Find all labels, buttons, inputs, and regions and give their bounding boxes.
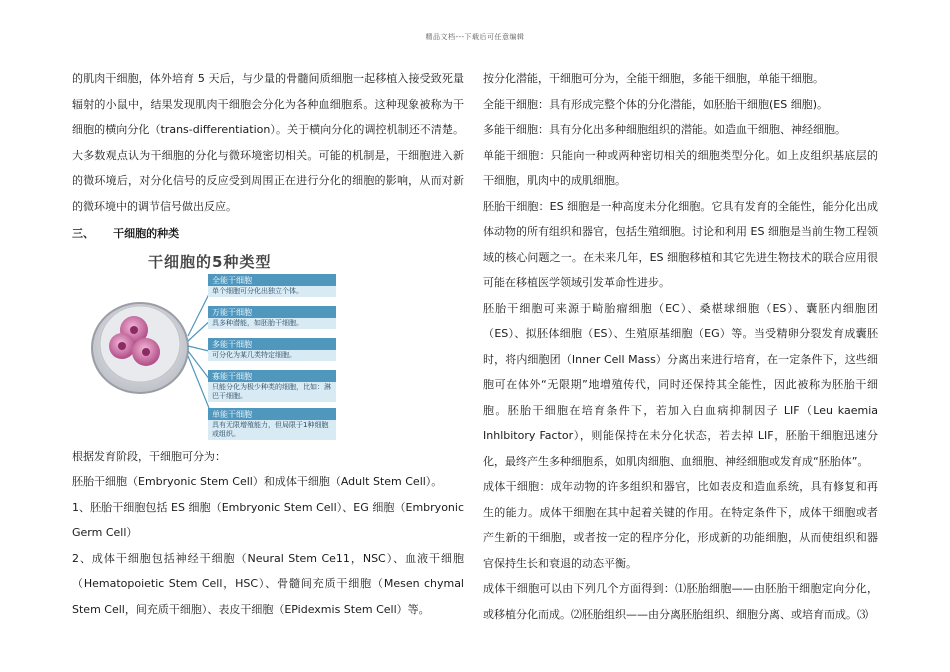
page-header: 精品文档---下载后可任意编辑 [425,33,525,41]
paragraph-two-types: 胚胎干细胞（Embryonic Stem Cell）和成体干细胞（Adult Stem Cell）。 [72,475,443,488]
box-oligopotent: 寡能干细胞 只能分化为极少种类的细胞，比如：淋巴干细胞。 [208,370,336,402]
paragraph-potency: 按分化潜能，干细胞可分为，全能干细胞，多能干细胞，单能干细胞。 [483,72,824,85]
box-unipotent: 单能干细胞 具有无限增殖能力，但局限于1种细胞或组织。 [208,408,336,440]
paragraph-adult-stem-cells: 成体干细胞：成年动物的许多组织和器官，比如表皮和造血系统，具有修复和再生的能力。成体干细胞在其中起着关键的作用。在特定条件下，成体干细胞或者产生新的干细胞，或者按一定的程序分化，形成新的功能细胞，从而使组织和器官保持生长和衰退的动态平衡。 [483,480,878,570]
paragraph-es-sources: 胚胎干细胞可来源于畸胎瘤细胞（EC）、桑椹球细胞（ES）、囊胚内细胞团（ES）、拟胚体细胞（ES）、生殖原基细胞（EG）等。当受精卵分裂发育成囊胚时，将内细胞团（Inner Cell Mass）分离出来进行培育，在一定条件下，这些细胞可在体外“无限期”地增殖传代，同时还保持其全能性，因此被称为胚胎干细胞。胚胎干细胞在培育条件下，若加入白血病抑制因子 LIF（Leu kaemia Inhlbitory Factor），则能保持在未分化状态，若去掉 LIF，胚胎干细胞迅速分化，最终产生多种细胞系，如肌肉细胞、血细胞、神经细胞或发育成“胚胎体”。 [483,301,878,468]
box-pluripotent: 万能干细胞 具多种潜能，如胚胎干细胞。 [208,306,336,329]
petri-dish-illustration [88,266,213,436]
section-heading [72,221,464,247]
box-multipotent: 多能干细胞 可分化为某几类特定细胞。 [208,338,336,361]
paragraph-adult-sources: 成体干细胞可以由下列几个方面得到：⑴胚胎细胞——由胚胎干细胞定向分化，或移植分化而成。⑵胚胎组织——由分离胚胎组织、细胞分离、或培育而成。⑶ [483,582,878,621]
stem-cell-types-figure [88,250,338,440]
section-title: 干细胞的种类 [113,227,180,240]
paragraph-transdifferentiation: 的肌肉干细胞，体外培育 5 天后，与少量的骨髓间质细胞一起移植入接受致死量辐射的小鼠中，结果发现肌肉干细胞会分化为各种血细胞系。这种现象被称为干细胞的横向分化（trans-differentiation）。关于横向分化的调控机制还不清楚。大多数观点认为干细胞的分化与微环境密切相关。可能的机制是，干细胞进入新的微环境后，对分化信号的反应受到周围正在进行分化的细胞的影响，从而对新的微环境中的调节信号做出反应。 [72,72,464,213]
left-column [72,66,464,622]
paragraph-unipotent: 单能干细胞：只能向一种或两种密切相关的细胞类型分化。如上皮组织基底层的干细胞，肌肉中的成肌细胞。 [483,148,878,187]
figure-title: 干细胞的5种类型 [148,252,272,271]
paragraph-adult-types: 2、成体干细胞包括神经干细胞（Neural Stem Ce11，NSC）、血液干细胞（Hematopoietic Stem Cell，HSC）、骨髓间充质干细胞（Mesen chymal Stem Cell，间充质干细胞）、表皮干细胞（EPidexmis Stem Cell）等。 [72,551,464,616]
paragraph-classification-intro: 根据发育阶段，干细胞可分为： [72,449,226,463]
right-column [483,66,878,627]
paragraph-embryonic-types: 1、胚胎干细胞包括 ES 细胞（Embryonic Stem Cell）、EG 细胞（Embryonic Germ Cell） [72,500,464,539]
paragraph-es-cells: 胚胎干细胞：ES 细胞是一种高度未分化细胞。它具有发育的全能性，能分化出成体动物的所有组织和器官，包括生殖细胞。讨论和利用 ES 细胞是当前生物工程领域的核心问题之一。在未来几年，ES 细胞移植和其它先进生物技术的联合应用很可能在移植医学领域引发革命性进步。 [483,199,878,289]
section-number: 三、 [72,227,94,240]
paragraph-totipotent: 全能干细胞：具有形成完整个体的分化潜能，如胚胎干细胞(ES 细胞)。 [483,97,829,111]
paragraph-multipotent: 多能干细胞：具有分化出多种细胞组织的潜能。如造血干细胞、神经细胞。 [483,123,846,136]
box-totipotent: 全能干细胞 单个细胞可分化出独立个体。 [208,274,336,297]
